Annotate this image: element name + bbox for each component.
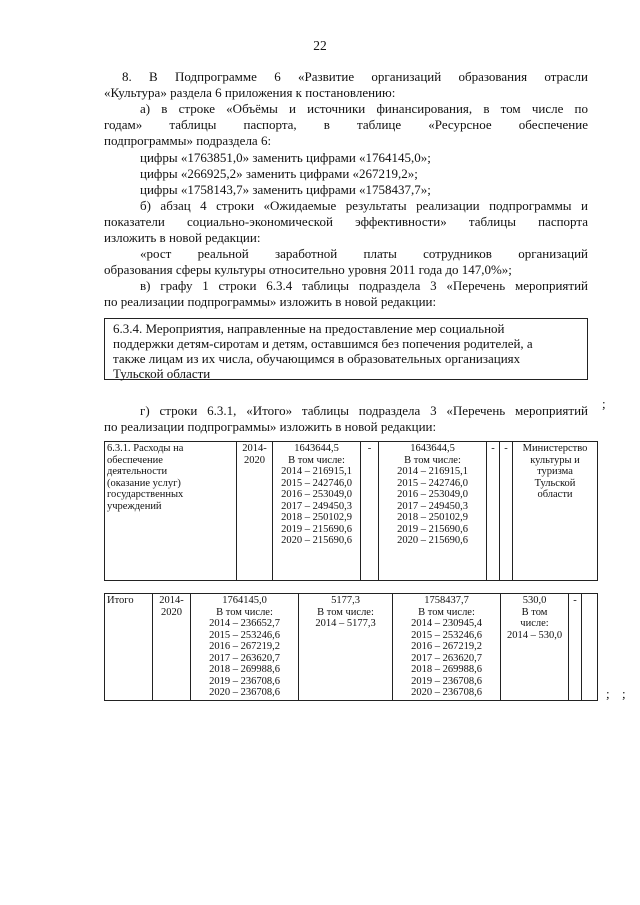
box-line: Тульской области — [113, 366, 211, 381]
cell-name — [105, 442, 237, 581]
cell-line: 2017 – 249450,3 — [281, 500, 352, 512]
cell-line: В том числе: — [216, 606, 273, 618]
cell-name: Итого — [105, 594, 153, 701]
cell-regional — [379, 442, 487, 581]
paragraph-line: годам» таблицы паспорта, в таблице «Ресурсное обеспечение — [104, 117, 588, 132]
cell-line: 2018 – 250102,9 — [397, 512, 468, 523]
cell-line: 2019 – 236708,6 — [411, 675, 482, 687]
paragraph-line: «рост реальной заработной платы сотрудников организаций — [140, 246, 588, 261]
cell-line: В том числе: — [418, 606, 475, 618]
cell-period — [153, 594, 191, 701]
cell-line: 2018 – 269988,6 — [411, 664, 482, 675]
cell-line: 2020 — [161, 606, 182, 618]
cell-line: 2015 – 242746,0 — [397, 477, 468, 489]
cell-line: области — [537, 489, 573, 500]
cell-line: деятельности — [107, 466, 168, 477]
cell-line: 2019 – 215690,6 — [397, 523, 468, 535]
cell-line: Министерство — [522, 443, 588, 454]
cell-line: 2017 – 263620,7 — [209, 652, 280, 664]
paragraph-line: б) абзац 4 строки «Ожидаемые результаты реализации подпрограммы и — [140, 198, 588, 213]
cell-line: В том числе: — [288, 454, 345, 466]
cell-local — [501, 594, 569, 701]
cell-line: В том — [521, 606, 548, 618]
cell-line: 2016 – 253049,0 — [397, 489, 468, 500]
cell-line: Тульской — [534, 477, 576, 489]
cell-local: - — [487, 442, 500, 581]
cell-federal: - — [361, 442, 379, 581]
table-row — [105, 442, 598, 581]
paragraph-line: цифры «1758143,7» заменить цифрами «1758437,7»; — [140, 182, 431, 197]
cell-line: 2014- — [242, 443, 267, 454]
semicolon: ; — [622, 686, 626, 701]
semicolon: ; — [606, 686, 610, 701]
cell-federal — [299, 594, 393, 701]
cell-line: 2014 – 5177,3 — [315, 618, 376, 629]
cell-line: 2017 – 249450,3 — [397, 500, 468, 512]
cell-line: 2014 – 530,0 — [506, 629, 563, 641]
cell-line: 1758437,7 — [424, 595, 469, 606]
cell-executor — [513, 442, 598, 581]
row-634-box — [104, 318, 588, 380]
cell-regional — [393, 594, 501, 701]
cell-line: числе: — [520, 618, 549, 629]
cell-other: - — [500, 442, 513, 581]
paragraph-line: изложить в новой редакции: — [104, 230, 261, 245]
cell-line: туризма — [537, 466, 573, 477]
table-row — [105, 594, 598, 701]
cell-line: 2020 — [244, 454, 265, 466]
paragraph-line: по реализации подпрограммы» изложить в новой редакции: — [104, 294, 437, 309]
cell-line: 2015 – 253246,6 — [411, 629, 482, 641]
paragraph-line: показатели социально-экономической эффективности» таблицы паспорта — [104, 214, 588, 229]
cell-line: 2018 – 250102,9 — [281, 512, 352, 523]
cell-line: 2019 – 236708,6 — [209, 675, 280, 687]
cell-line: 2014 – 230945,4 — [411, 618, 482, 629]
cell-line: 2014 – 236652,7 — [209, 618, 280, 629]
cell-line: 2019 – 215690,6 — [281, 523, 352, 535]
paragraph-line: 8. В Подпрограмме 6 «Развитие организаций образования отрасли — [122, 69, 588, 84]
cell-period — [237, 442, 273, 581]
cell-line: 530,0 — [522, 595, 547, 606]
cell-line: 2016 – 267219,2 — [209, 641, 280, 652]
cell-line: 2014- — [159, 595, 184, 606]
paragraph-line: а) в строке «Объёмы и источники финансирования, в том числе по — [140, 101, 588, 116]
paragraph-line: в) графу 1 строки 6.3.4 таблицы подраздела 3 «Перечень мероприятий — [140, 278, 588, 293]
cell-line: 1643644,5 — [410, 443, 455, 454]
box-line: также лицам из их числа, обучающимся в образовательных организациях — [113, 351, 521, 366]
box-line: поддержки детям-сиротам и детям, оставшимся без попечения родителей, а — [113, 336, 533, 351]
cell-line: 6.3.1. Расходы на — [107, 443, 184, 454]
cell-line: 2020 – 215690,6 — [281, 535, 352, 546]
cell-other: - — [569, 594, 582, 701]
cell-line: государственных — [107, 489, 184, 500]
table-631 — [104, 441, 598, 581]
cell-line: 1643644,5 — [294, 443, 339, 454]
cell-line: 2017 – 263620,7 — [411, 652, 482, 664]
cell-line: 2016 – 267219,2 — [411, 641, 482, 652]
paragraph-line: цифры «266925,2» заменить цифрами «267219,2»; — [140, 166, 418, 181]
paragraph-line: «Культура» раздела 6 приложения к постановлению: — [104, 85, 396, 100]
cell-line: 2016 – 253049,0 — [281, 489, 352, 500]
cell-line: 1764145,0 — [222, 595, 267, 606]
paragraph-line: по реализации подпрограммы» изложить в новой редакции: — [104, 419, 437, 434]
cell-line: учреждений — [107, 500, 162, 512]
cell-line: обеспечение — [107, 454, 163, 466]
semicolon: ; — [602, 396, 606, 411]
cell-line: 2020 – 236708,6 — [209, 687, 280, 698]
cell-line: 2015 – 242746,0 — [281, 477, 352, 489]
cell-line: 2018 – 269988,6 — [209, 664, 280, 675]
cell-line: культуры и — [530, 454, 580, 466]
paragraph-line: цифры «1763851,0» заменить цифрами «1764145,0»; — [140, 150, 431, 165]
cell-total — [191, 594, 299, 701]
cell-line: В том числе: — [317, 606, 374, 618]
box-line: 6.3.4. Мероприятия, направленные на предоставление мер социальной — [113, 321, 505, 336]
table-total — [104, 593, 598, 701]
paragraph-line: г) строки 6.3.1, «Итого» таблицы подраздела 3 «Перечень мероприятий — [140, 403, 588, 418]
cell-line: 2015 – 253246,6 — [209, 629, 280, 641]
cell-line: В том числе: — [404, 454, 461, 466]
paragraph-line: подпрограммы» подраздела 6: — [104, 133, 272, 148]
cell-line: 2020 – 236708,6 — [411, 687, 482, 698]
cell-total — [273, 442, 361, 581]
cell-line: (оказание услуг) — [107, 477, 181, 489]
cell-line: 2014 – 216915,1 — [281, 466, 352, 477]
cell-line: 5177,3 — [331, 595, 360, 606]
paragraph-line: образования сферы культуры относительно уровня 2011 года до 147,0%»; — [104, 262, 512, 277]
cell-executor — [582, 594, 598, 701]
page-number: 22 — [313, 38, 327, 53]
cell-line: 2020 – 215690,6 — [397, 535, 468, 546]
cell-line: 2014 – 216915,1 — [397, 466, 468, 477]
